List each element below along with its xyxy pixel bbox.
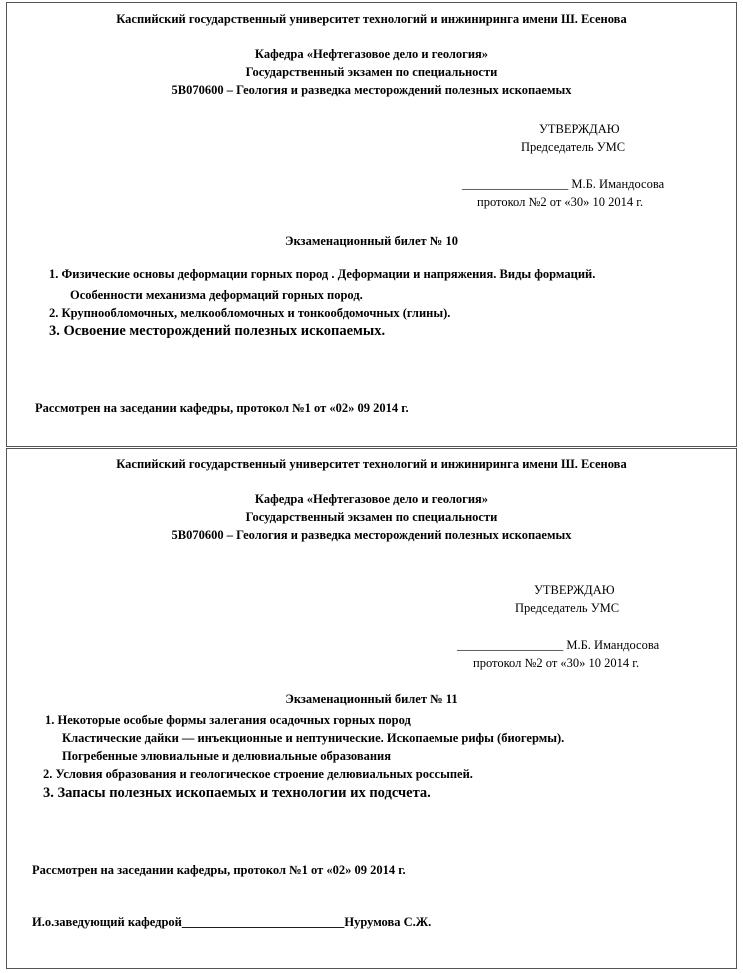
chair-label: Председатель УМС	[521, 140, 626, 154]
specialty-name: 5В070600 – Геология и разведка месторождений полезных ископаемых	[171, 83, 572, 97]
exam-ticket-11	[6, 448, 737, 969]
question-3: 3. Освоение месторождений полезных ископаемых.	[49, 323, 386, 339]
specialty-name: 5В070600 – Геология и разведка месторождений полезных ископаемых	[171, 528, 572, 542]
approve-label: УТВЕРЖДАЮ	[534, 583, 615, 597]
question-2: 2. Условия образования и геологическое строение делювиальных россыпей.	[43, 767, 473, 781]
question-1-item-a: Кластические дайки — инъекционные и нептунические. Ископаемые рифы (биогермы).	[62, 731, 565, 745]
chair-label: Председатель УМС	[515, 601, 620, 615]
exam-name: Государственный экзамен по специальности	[245, 65, 498, 79]
question-1: 1. Некоторые особые формы залегания осадочных горных пород	[45, 713, 411, 727]
department-name: Кафедра «Нефтегазовое дело и геология»	[254, 47, 489, 61]
reviewed-line: Рассмотрен на заседании кафедры, протокол №1 от «02» 09 2014 г.	[35, 401, 409, 415]
reviewed-line: Рассмотрен на заседании кафедры, протокол №1 от «02» 09 2014 г.	[32, 863, 406, 877]
question-1-cont: Особенности механизма деформаций горных пород.	[70, 288, 363, 302]
university-name: Каспийский государственный университет технологий и инжиниринга имени Ш. Есенова	[116, 457, 627, 471]
ticket-title: Экзаменационный билет № 11	[285, 692, 458, 706]
exam-name: Государственный экзамен по специальности	[245, 510, 498, 524]
university-name: Каспийский государственный университет технологий и инжиниринга имени Ш. Есенова	[116, 12, 627, 26]
exam-ticket-10	[6, 2, 737, 447]
head-signature-line: И.о.заведующий кафедрой__________________________Нурумова С.Ж.	[32, 915, 432, 929]
signature-line: _________________ М.Б. Имандосова	[457, 638, 660, 652]
approve-label: УТВЕРЖДАЮ	[539, 122, 620, 136]
department-name: Кафедра «Нефтегазовое дело и геология»	[254, 492, 489, 506]
ticket-title: Экзаменационный билет № 10	[285, 234, 458, 248]
question-2: 2. Крупнообломочных, мелкообломочных и тонкообдомочных (глины).	[49, 306, 451, 320]
signature-line: _________________ М.Б. Имандосова	[462, 177, 665, 191]
protocol-line: протокол №2 от «30» 10 2014 г.	[473, 656, 640, 670]
question-1: 1. Физические основы деформации горных пород . Деформации и напряжения. Виды формаций.	[49, 267, 596, 281]
question-3: 3. Запасы полезных ископаемых и технологии их подсчета.	[43, 785, 431, 801]
question-1-item-b: Погребенные элювиальные и делювиальные образования	[62, 749, 392, 763]
protocol-line: протокол №2 от «30» 10 2014 г.	[477, 195, 644, 209]
